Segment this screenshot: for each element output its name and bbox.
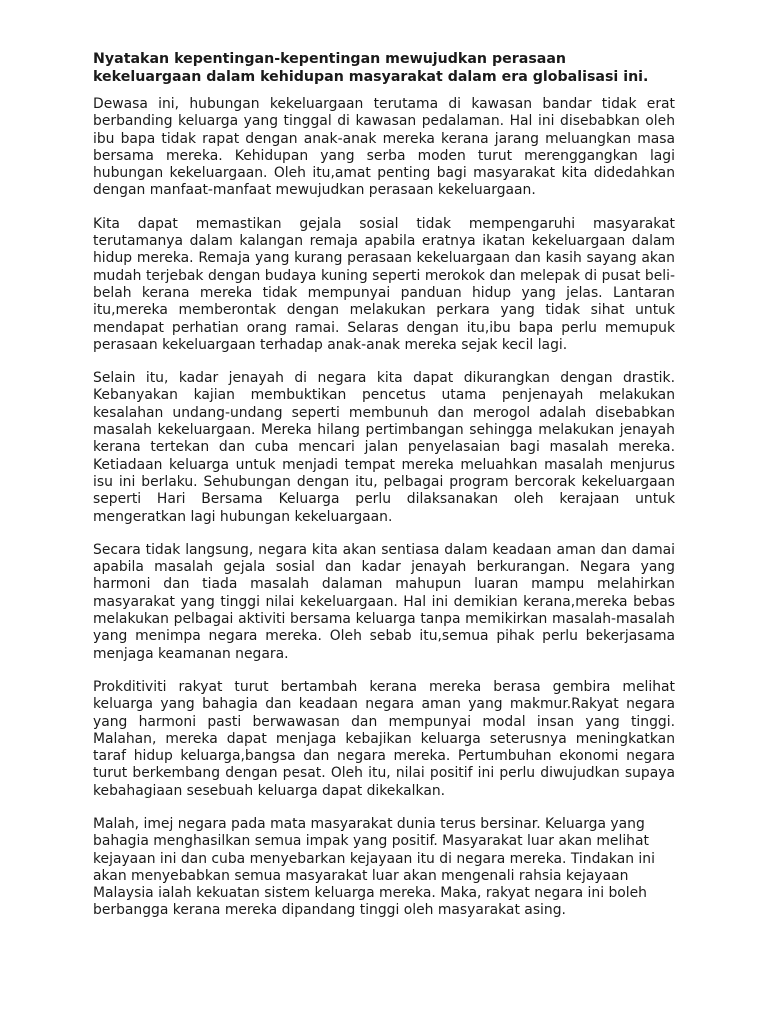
paragraph-2: Kita dapat memastikan gejala sosial tidak mempengaruhi masyarakat terutamanya dalam kalangan remaja apabila eratnya ikatan kekeluargaan dalam hidup mereka. Remaja yang kurang perasaan kekeluargaan dan kasih sayang akan mudah terjebak dengan budaya kuning seperti merokok dan melepak di pusat beli-belah kerana mereka tidak mempunyai panduan hidup yang jelas. Lantaran itu,mereka memberontak dengan melakukan perkara yang tidak sihat untuk mendapat perhatian orang ramai. Selaras dengan itu,ibu bapa perlu memupuk perasaan kekeluargaan terhadap anak-anak mereka sejak kecil lagi.	[93, 215, 675, 353]
paragraph-6: Malah, imej negara pada mata masyarakat dunia terus bersinar. Keluarga yang bahagia menghasilkan semua impak yang positif. Masyarakat luar akan melihat kejayaan ini dan cuba menyebarkan kejayaan itu di negara mereka. Tindakan ini akan menyebabkan semua masyarakat luar akan mengenali rahsia kejayaan Malaysia ialah kekuatan sistem keluarga mereka. Maka, rakyat negara ini boleh berbangga kerana mereka dipandang tinggi oleh masyarakat asing.	[93, 815, 655, 919]
document-page	[93, 50, 675, 936]
paragraph-3: Selain itu, kadar jenayah di negara kita dapat dikurangkan dengan drastik. Kebanyakan kajian membuktikan pencetus utama penjenayah melakukan kesalahan undang-undang seperti membunuh dan merogol adalah disebabkan masalah kekeluargaan. Mereka hilang pertimbangan sehingga melakukan jenayah kerana tertekan dan cuba mencari jalan penyelasaian bagi masalah mereka. Ketiadaan keluarga untuk menjadi tempat mereka meluahkan masalah menjurus isu ini berlaku. Sehubungan dengan itu, pelbagai program bercorak kekeluargaan seperti Hari Bersama Keluarga perlu dilaksanakan oleh kerajaan untuk mengeratkan lagi hubungan kekeluargaan.	[93, 370, 675, 525]
paragraph-5: Prokditiviti rakyat turut bertambah kerana mereka berasa gembira melihat keluarga yang bahagia dan keadaan negara aman yang makmur.Rakyat negara yang harmoni pasti berwawasan dan mempunyai modal insan yang tinggi. Malahan, mereka dapat menjaga kebajikan keluarga seterusnya meningkatkan taraf hidup keluarga,bangsa dan negara mereka. Pertumbuhan ekonomi negara turut berkembang dengan pesat. Oleh itu, nilai positif ini perlu diwujudkan supaya kebahagiaan sesebuah keluarga dapat dikekalkan.	[93, 678, 675, 799]
paragraph-4: Secara tidak langsung, negara kita akan sentiasa dalam keadaan aman dan damai apabila masalah gejala sosial dan kadar jenayah berkurangan. Negara yang harmoni dan tiada masalah dalaman mahupun luaran mampu melahirkan masyarakat yang tinggi nilai kekeluargaan. Hal ini demikian kerana,mereka bebas melakukan pelbagai aktiviti bersama keluarga tanpa memikirkan masalah-masalah yang menimpa negara mereka. Oleh sebab itu,semua pihak perlu bekerjasama menjaga keamanan negara.	[93, 541, 675, 662]
paragraph-1: Dewasa ini, hubungan kekeluargaan terutama di kawasan bandar tidak erat berbanding keluarga yang tinggal di kawasan pedalaman. Hal ini disebabkan oleh ibu bapa tidak rapat dengan anak-anak mereka kerana jarang meluangkan masa bersama mereka. Kehidupan yang serba moden turut merenggangkan lagi hubungan kekeluargaan. Oleh itu,amat penting bagi masyarakat kita didedahkan dengan manfaat-manfaat mewujudkan perasaan kekeluargaan.	[93, 96, 675, 199]
document-title: Nyatakan kepentingan-kepentingan mewujudkan perasaan kekeluargaan dalam kehidupan masyarakat dalam era globalisasi ini.	[93, 51, 649, 85]
